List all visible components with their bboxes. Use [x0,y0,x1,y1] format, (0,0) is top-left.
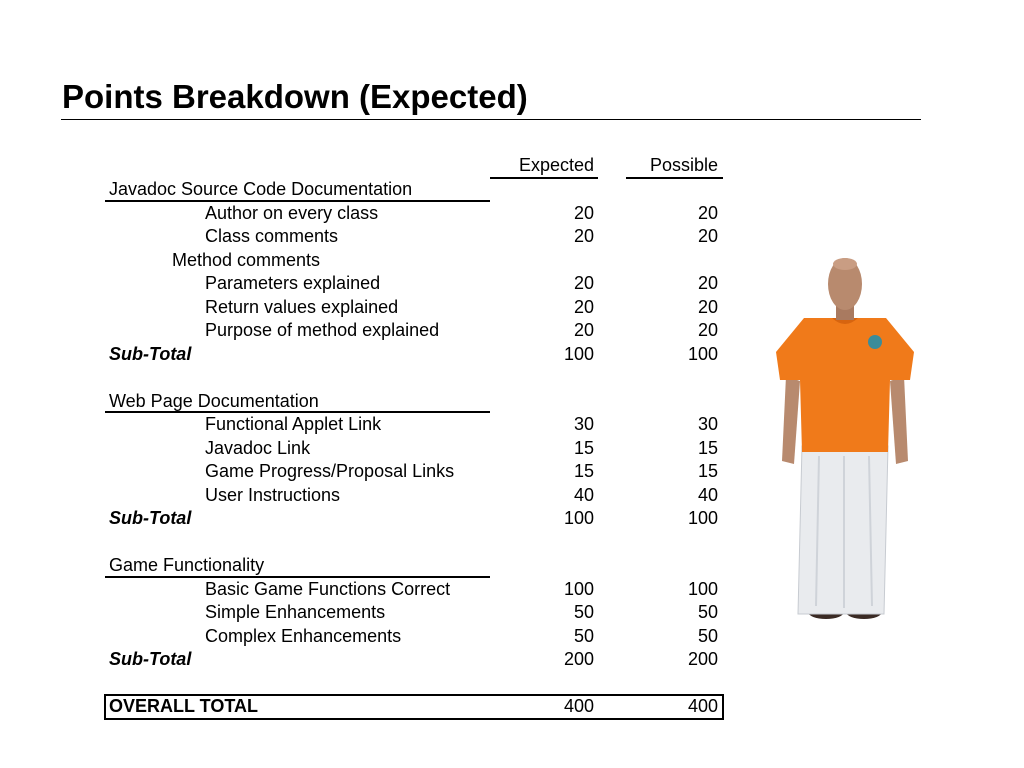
item-possible: 15 [697,438,718,458]
column-header-row [0,154,760,177]
item-possible: 20 [697,320,718,340]
page-title: Points Breakdown (Expected) [62,78,528,115]
subtotal-possible: 200 [687,649,718,669]
subtotal-expected: 100 [563,344,594,364]
section-heading: Game Functionality [109,555,265,575]
item-possible: 20 [697,273,718,293]
item-label: Simple Enhancements [205,602,386,622]
item-possible: 100 [687,579,718,599]
table-row [0,460,760,483]
shirt-logo [868,335,882,349]
subtotal-row [0,648,760,671]
subtotal-row [0,507,760,530]
table-row [0,437,760,460]
subtotal-possible: 100 [687,344,718,364]
overall-total-row [0,695,760,718]
item-expected: 20 [573,320,594,340]
table-row [0,225,760,248]
item-expected: 50 [573,626,594,646]
subtotal-row [0,343,760,366]
item-label: User Instructions [205,485,341,505]
item-label: Purpose of method explained [205,320,440,340]
person-photo [774,256,916,624]
item-expected: 30 [573,414,594,434]
subtotal-label: Sub-Total [109,649,192,669]
person-arm [782,376,800,464]
section-heading: Javadoc Source Code Documentation [109,179,413,199]
header-expected: Expected [518,155,594,175]
section-heading-row [0,390,760,413]
table-row [0,202,760,225]
overall-total-possible: 400 [687,696,718,716]
subtotal-expected: 200 [563,649,594,669]
item-label: Basic Game Functions Correct [205,579,451,599]
item-expected: 15 [573,438,594,458]
subtotal-expected: 100 [563,508,594,528]
item-possible: 20 [697,203,718,223]
item-expected: 40 [573,485,594,505]
item-possible: 50 [697,602,718,622]
table-row [0,578,760,601]
table-row [0,625,760,648]
item-label: Return values explained [205,297,399,317]
subgroup-row [0,249,760,272]
subgroup-label: Method comments [172,250,321,270]
item-possible: 30 [697,414,718,434]
item-expected: 20 [573,226,594,246]
item-possible: 20 [697,297,718,317]
item-possible: 15 [697,461,718,481]
header-possible: Possible [649,155,718,175]
subtotal-possible: 100 [687,508,718,528]
item-label: Game Progress/Proposal Links [205,461,455,481]
overall-total-label: OVERALL TOTAL [109,696,259,716]
table-row [0,601,760,624]
item-label: Author on every class [205,203,379,223]
table-row [0,484,760,507]
item-expected: 20 [573,203,594,223]
subtotal-label: Sub-Total [109,508,192,528]
item-label: Class comments [205,226,339,246]
item-label: Javadoc Link [205,438,311,458]
table-row [0,319,760,342]
item-possible: 20 [697,226,718,246]
item-expected: 15 [573,461,594,481]
overall-total-expected: 400 [563,696,594,716]
subtotal-label: Sub-Total [109,344,192,364]
item-expected: 20 [573,273,594,293]
person-arm [890,376,908,464]
item-possible: 50 [697,626,718,646]
table-row [0,272,760,295]
section-heading: Web Page Documentation [109,391,319,411]
item-label: Functional Applet Link [205,414,382,434]
item-label: Parameters explained [205,273,381,293]
table-row [0,413,760,436]
item-label: Complex Enhancements [205,626,402,646]
item-expected: 50 [573,602,594,622]
section-heading-row [0,178,760,201]
item-expected: 20 [573,297,594,317]
table-row [0,296,760,319]
title-divider [61,119,921,120]
item-expected: 100 [563,579,594,599]
section-heading-row [0,554,760,577]
item-possible: 40 [697,485,718,505]
